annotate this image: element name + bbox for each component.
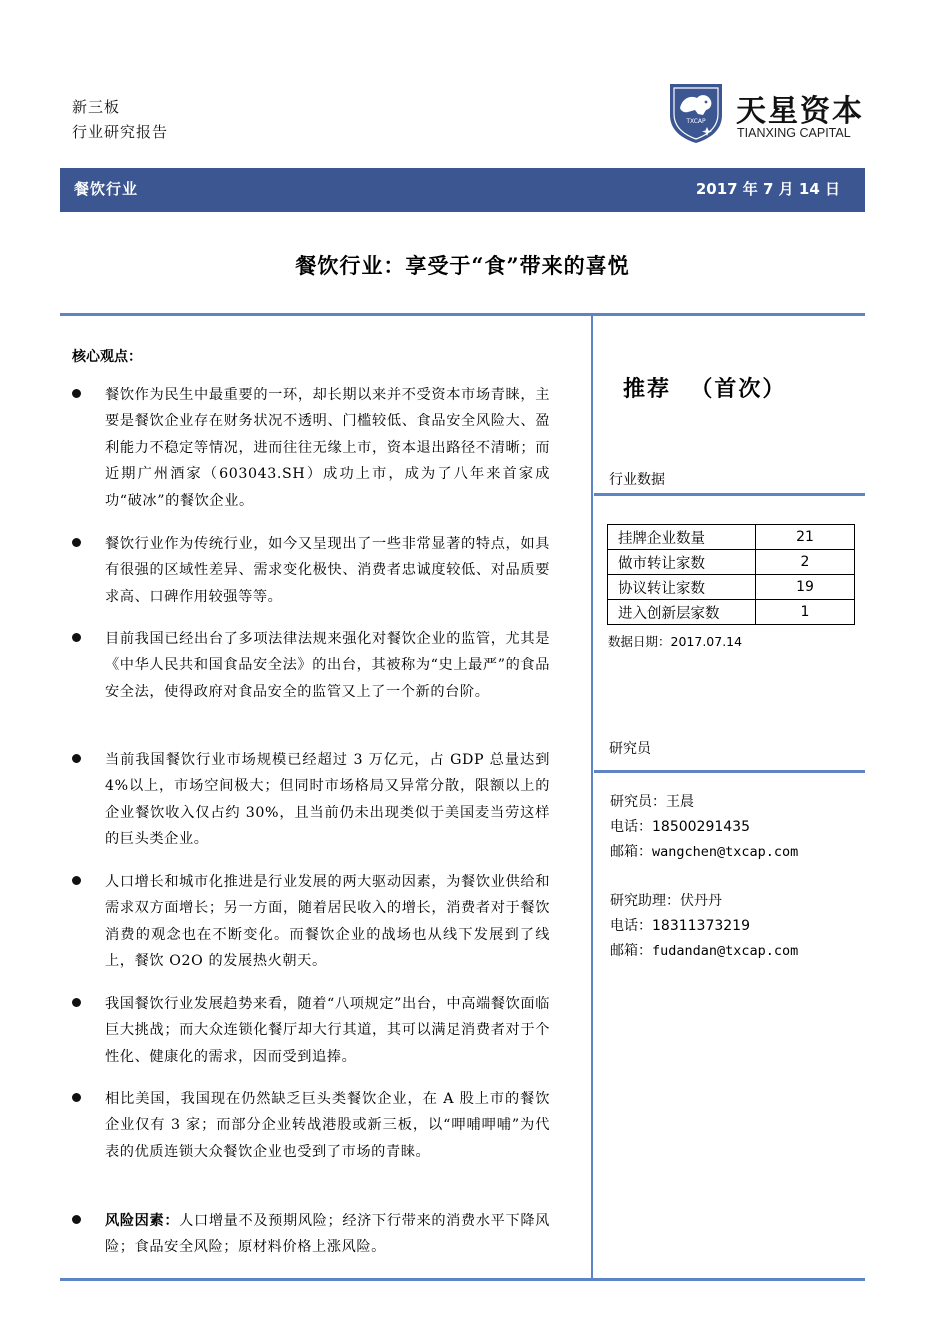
table-cell-label: 挂牌企业数量 — [608, 525, 756, 550]
key-point — [72, 1086, 550, 1165]
data-date-value: 2017.07.14 — [670, 634, 743, 649]
assistant-phone: 18311373219 — [652, 918, 750, 934]
key-point-text: 餐饮作为民生中最重要的一环，却长期以来并不受资本市场青睐，主要是餐饮企业存在财务状况不透明、门槛较低、食品安全风险大、盈利能力不稳定等情况，进而往往无缘上市，资本退出路径不清晰；而近期广州酒家（603043.SH）成功上市，成为了八年来首家成功“破冰”的餐饮企业。 — [105, 387, 550, 509]
assistant-phone-label: 电话： — [610, 918, 652, 934]
key-point — [72, 382, 550, 514]
bullet-dot — [72, 1215, 81, 1224]
report-date: 2017 年 7 月 14 日 — [695, 180, 840, 198]
industry-data-table — [607, 524, 855, 625]
table-cell-value: 2 — [756, 550, 855, 575]
key-point-text: 人口增长和城市化推进是行业发展的两大驱动因素，为餐饮业供给和需求双方面增长；另一方面，随着居民收入的增长，消费者对于餐饮消费的观念也在不断变化。而餐饮企业的战场也从线下发展到了线上，餐饮 O2O 的发展热火朝天。 — [105, 874, 550, 970]
analyst-phone: 18500291435 — [652, 819, 750, 835]
data-date-label: 数据日期： — [608, 634, 671, 649]
analyst-phone-line — [610, 815, 798, 840]
analyst-email[interactable]: wangchen@txcap.com — [652, 844, 799, 860]
assistant-name-line — [610, 889, 798, 914]
analyst-name: 王晨 — [666, 794, 694, 810]
assistant-email-label: 邮箱： — [610, 943, 652, 959]
key-point — [72, 869, 550, 975]
analyst-email-label: 邮箱： — [610, 844, 652, 860]
analyst-email-line — [610, 840, 798, 865]
assistant-role: 研究助理： — [610, 893, 680, 909]
logo-english-name: TIANXING CAPITAL — [737, 126, 851, 140]
table-cell-label: 做市转让家数 — [608, 550, 756, 575]
key-point — [72, 747, 550, 853]
bullet-dot — [72, 633, 81, 642]
report-title: 餐饮行业：享受于“食”带来的喜悦 — [295, 253, 630, 278]
bullet-dot — [72, 998, 81, 1007]
key-point-text: 相比美国，我国现在仍然缺乏巨头类餐饮企业，在 A 股上市的餐饮企业仅有 3 家；而部分企业转战港股或新三板，以“呷哺呷哺”为代表的优质连锁大众餐饮企业也受到了市场的青睐。 — [105, 1091, 550, 1160]
table-row — [608, 525, 855, 550]
table-row — [608, 600, 855, 625]
recommendation-rating: 推荐 （首次） — [623, 376, 787, 402]
report-board-label: 新三板 — [72, 98, 121, 116]
key-point-text: 当前我国餐饮行业市场规模已经超过 3 万亿元，占 GDP 总量达到 4%以上，市场空间极大；但同时市场格局又异常分散，限额以上的企业餐饮收入仅占约 30%，且当前仍未出现类似于美国麦当劳这样的巨头类企业。 — [105, 752, 550, 848]
data-date — [608, 632, 742, 650]
risk-factors-body: 人口增量不及预期风险；经济下行带来的消费水平下降风险；食品安全风险；原材料价格上涨风险。 — [105, 1213, 550, 1256]
researcher-section-label: 研究员 — [609, 741, 651, 757]
key-point-text: 餐饮行业作为传统行业，如今又呈现出了一些非常显著的特点，如具有很强的区域性差异、需求变化极快、消费者忠诚度较低、对品质要求高、口碑作用较强等等。 — [105, 536, 550, 605]
key-point-text: 我国餐饮行业发展趋势来看，随着“八项规定”出台，中高端餐饮面临巨大挑战；而大众连锁化餐厅却大行其道，其可以满足消费者对于个性化、健康化的需求，因而受到追捧。 — [105, 996, 550, 1065]
industry-data-label: 行业数据 — [609, 472, 665, 488]
bullet-dot — [72, 1093, 81, 1102]
tianxing-logo-icon — [667, 81, 725, 145]
logo-badge-text: TXCAP — [686, 118, 706, 125]
researcher-rule — [594, 770, 865, 773]
column-divider — [591, 316, 593, 1278]
table-cell-label: 进入创新层家数 — [608, 600, 756, 625]
assistant-name: 伏丹丹 — [680, 893, 722, 909]
analyst-name-line — [610, 790, 798, 815]
assistant-email[interactable]: fudandan@txcap.com — [652, 943, 799, 959]
assistant-email-line — [610, 939, 798, 964]
table-cell-value: 21 — [756, 525, 855, 550]
table-cell-value: 19 — [756, 575, 855, 600]
report-type-label: 行业研究报告 — [72, 123, 169, 141]
bullet-dot — [72, 876, 81, 885]
core-views-heading: 核心观点： — [72, 349, 142, 365]
key-point — [72, 626, 550, 705]
key-point-text: 目前我国已经出台了多项法律法规来强化对餐饮企业的监管，尤其是《中华人民共和国食品安全法》的出台，其被称为“史上最严”的食品安全法，使得政府对食品安全的监管又上了一个新的台阶。 — [105, 631, 550, 700]
bottom-divider — [60, 1278, 865, 1281]
analyst-contact — [610, 790, 798, 865]
key-point — [72, 531, 550, 610]
table-row — [608, 575, 855, 600]
assistant-contact — [610, 889, 798, 964]
table-row — [608, 550, 855, 575]
assistant-phone-line — [610, 914, 798, 939]
bullet-dot — [72, 754, 81, 763]
sector-label: 餐饮行业 — [74, 180, 139, 198]
risk-factors — [72, 1208, 550, 1261]
key-point — [72, 991, 550, 1070]
analyst-role: 研究员： — [610, 794, 666, 810]
risk-factors-label: 风险因素： — [105, 1213, 180, 1229]
risk-factors-text — [105, 1208, 550, 1261]
bullet-dot — [72, 389, 81, 398]
top-divider — [60, 313, 865, 316]
analyst-phone-label: 电话： — [610, 819, 652, 835]
table-cell-label: 协议转让家数 — [608, 575, 756, 600]
logo-chinese-name: 天星资本 — [736, 94, 864, 129]
table-cell-value: 1 — [756, 600, 855, 625]
industry-data-rule — [594, 493, 865, 496]
bullet-dot — [72, 538, 81, 547]
